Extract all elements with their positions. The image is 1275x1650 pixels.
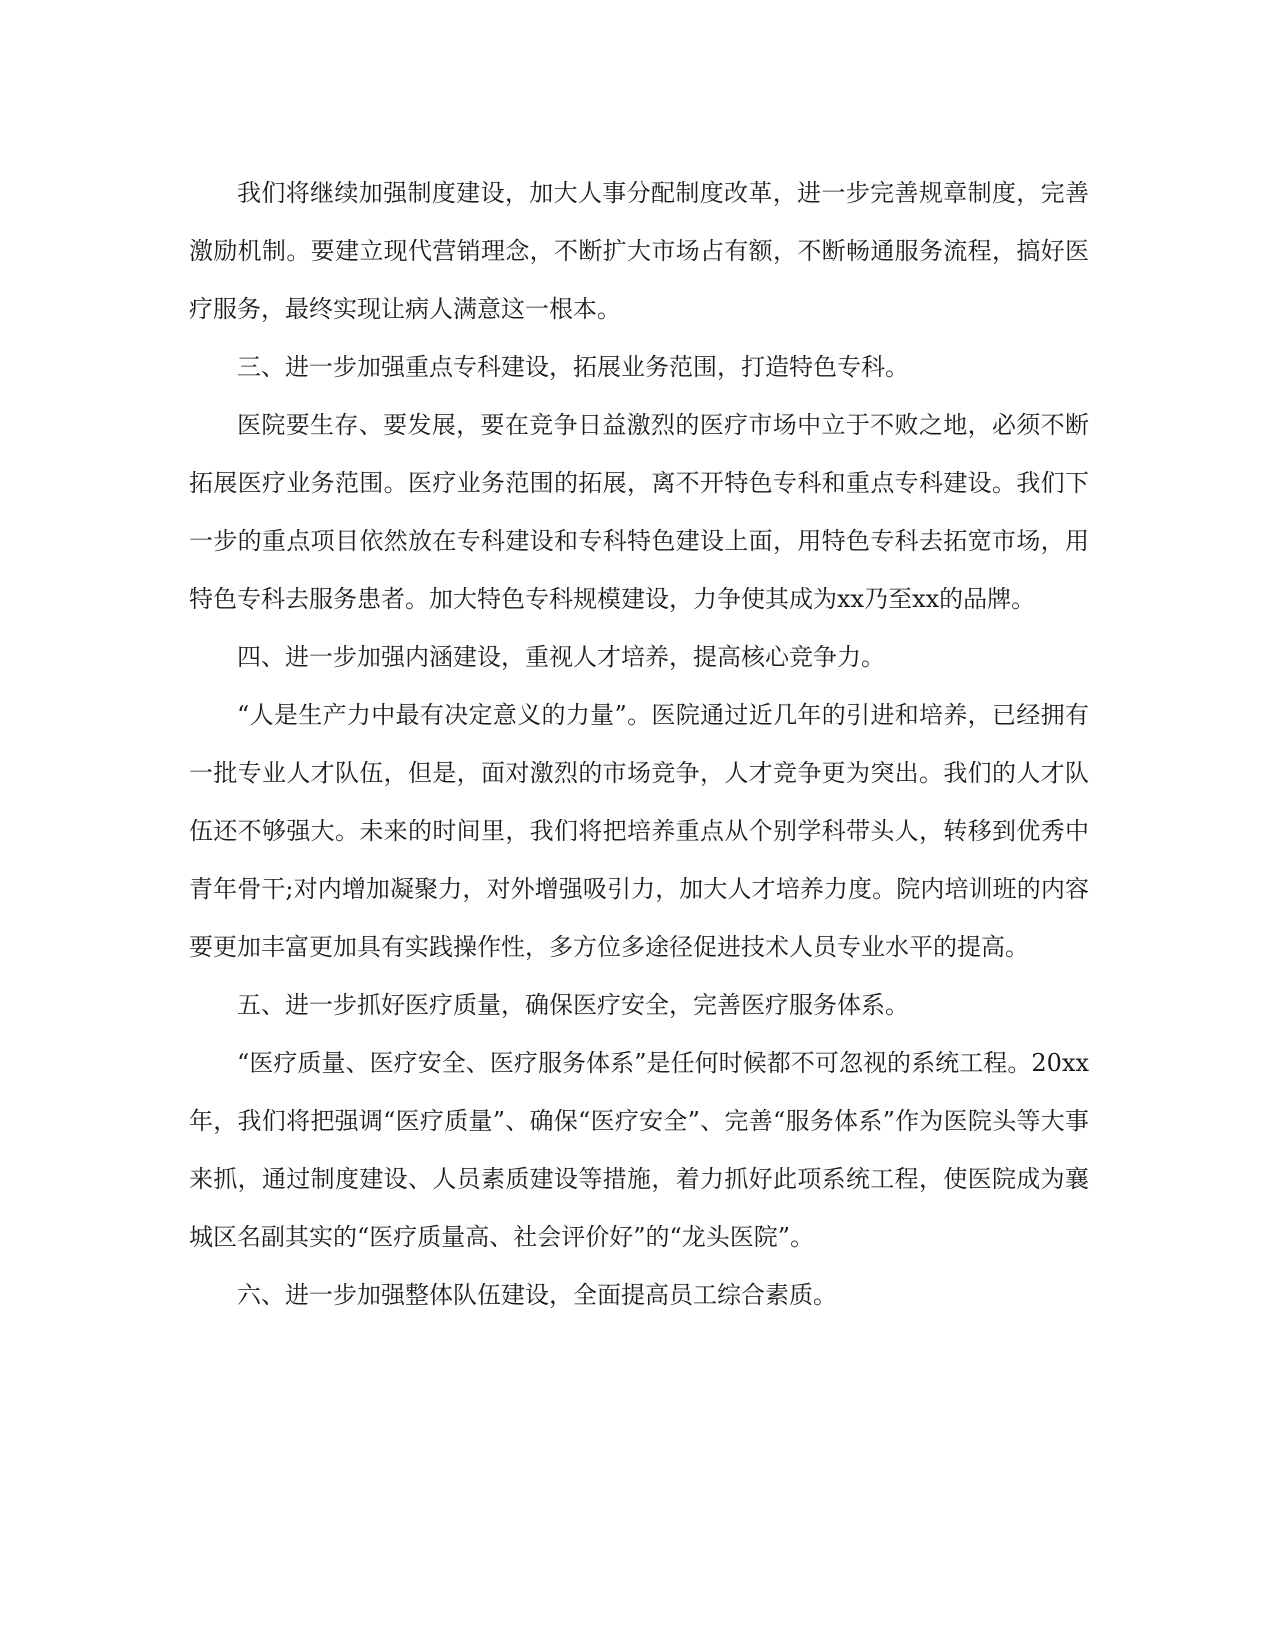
paragraph-system-building: 我们将继续加强制度建设，加大人事分配制度改革，进一步完善规章制度，完善激励机制。要建立现代营销理念，不断扩大市场占有额，不断畅通服务流程，搞好医疗服务，最终实现让病人满意这一根本。: [189, 179, 1089, 323]
paragraph-talent-training: “人是生产力中最有决定意义的力量”。医院通过近几年的引进和培养，已经拥有一批专业人才队伍，但是，面对激烈的市场竞争，人才竞争更为突出。我们的人才队伍还不够强大。未来的时间里，我们将把培养重点从个别学科带头人，转移到优秀中青年骨干;对内增加凝聚力，对外增强吸引力，加大人才培养力度。院内培训班的内容要更加丰富更加具有实践操作性，多方位多途径促进技术人员专业水平的提高。: [189, 701, 1089, 961]
heading-section-three: 三、进一步加强重点专科建设，拓展业务范围，打造特色专科。: [237, 353, 909, 381]
heading-section-four: 四、进一步加强内涵建设，重视人才培养，提高核心竞争力。: [237, 643, 885, 671]
paragraph-specialty-building: 医院要生存、要发展，要在竞争日益激烈的医疗市场中立于不败之地，必须不断拓展医疗业务范围。医疗业务范围的拓展，离不开特色专科和重点专科建设。我们下一步的重点项目依然放在专科建设和专科特色建设上面，用特色专科去拓宽市场，用特色专科去服务患者。加大特色专科规模建设，力争使其成为xx乃至xx的品牌。: [189, 411, 1089, 613]
document-body: [189, 164, 1089, 1324]
heading-section-six: 六、进一步加强整体队伍建设，全面提高员工综合素质。: [237, 1281, 837, 1309]
paragraph-medical-quality: “医疗质量、医疗安全、医疗服务体系”是任何时候都不可忽视的系统工程。20xx年，我们将把强调“医疗质量”、确保“医疗安全”、完善“服务体系”作为医院头等大事来抓，通过制度建设、人员素质建设等措施，着力抓好此项系统工程，使医院成为襄城区名副其实的“医疗质量高、社会评价好”的“龙头医院”。: [189, 1049, 1089, 1251]
heading-section-five: 五、进一步抓好医疗质量，确保医疗安全，完善医疗服务体系。: [237, 991, 909, 1019]
